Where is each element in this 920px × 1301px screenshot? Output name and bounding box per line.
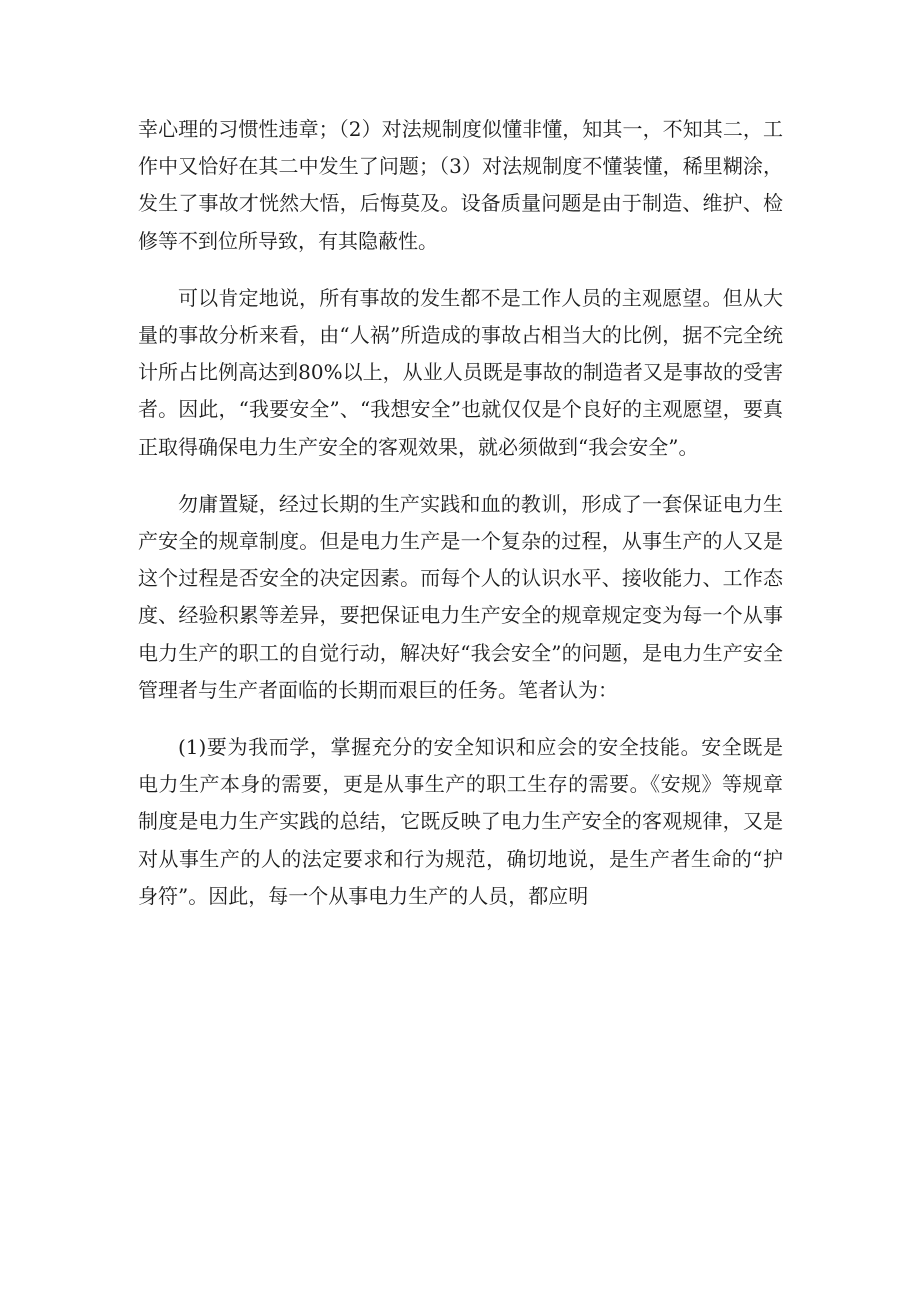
document-body bbox=[138, 111, 783, 935]
paragraph-subjective-wish: 可以肯定地说，所有事故的发生都不是工作人员的主观愿望。但从大量的事故分析来看，由“人祸”所造成的事故占相当大的比例，据不完全统计所占比例高达到80%以上，从业人员既是事故的制造者又是事故的受害者。因此，“我要安全”、“我想安全”也就仅仅是个良好的主观愿望，要真正取得确保电力生产安全的客观效果，就必须做到“我会安全”。 bbox=[138, 285, 783, 459]
paragraph-continuation: 幸心理的习惯性违章；（2）对法规制度似懂非懂，知其一，不知其二，工作中又恰好在其二中发生了问题；（3）对法规制度不懂装懂，稀里糊涂，发生了事故才恍然大悟，后悔莫及。设备质量问题是由于制造、维护、检修等不到位所导致，有其隐蔽性。 bbox=[138, 117, 783, 253]
paragraph-point-one: (1)要为我而学，掌握充分的安全知识和应会的安全技能。安全既是电力生产本身的需要，更是从事生产的职工生存的需要。《安规》等规章制度是电力生产实践的总结，它既反映了电力生产安全的客观规律，又是对从事生产的人的法定要求和行为规范，确切地说，是生产者生命的“护身符”。因此，每一个从事电力生产的人员，都应明 bbox=[138, 735, 783, 908]
paragraph-safety-regulations: 勿庸置疑，经过长期的生产实践和血的教训，形成了一套保证电力生产安全的规章制度。但是电力生产是一个复杂的过程，从事生产的人又是这个过程是否安全的决定因素。而每个人的认识水平、接收能力、工作态度、经验积累等差异，要把保证电力生产安全的规章规定变为每一个从事电力生产的职工的自觉行动，解决好“我会安全”的问题，是电力生产安全管理者与生产者面临的长期而艰巨的任务。笔者认为： bbox=[138, 491, 783, 702]
